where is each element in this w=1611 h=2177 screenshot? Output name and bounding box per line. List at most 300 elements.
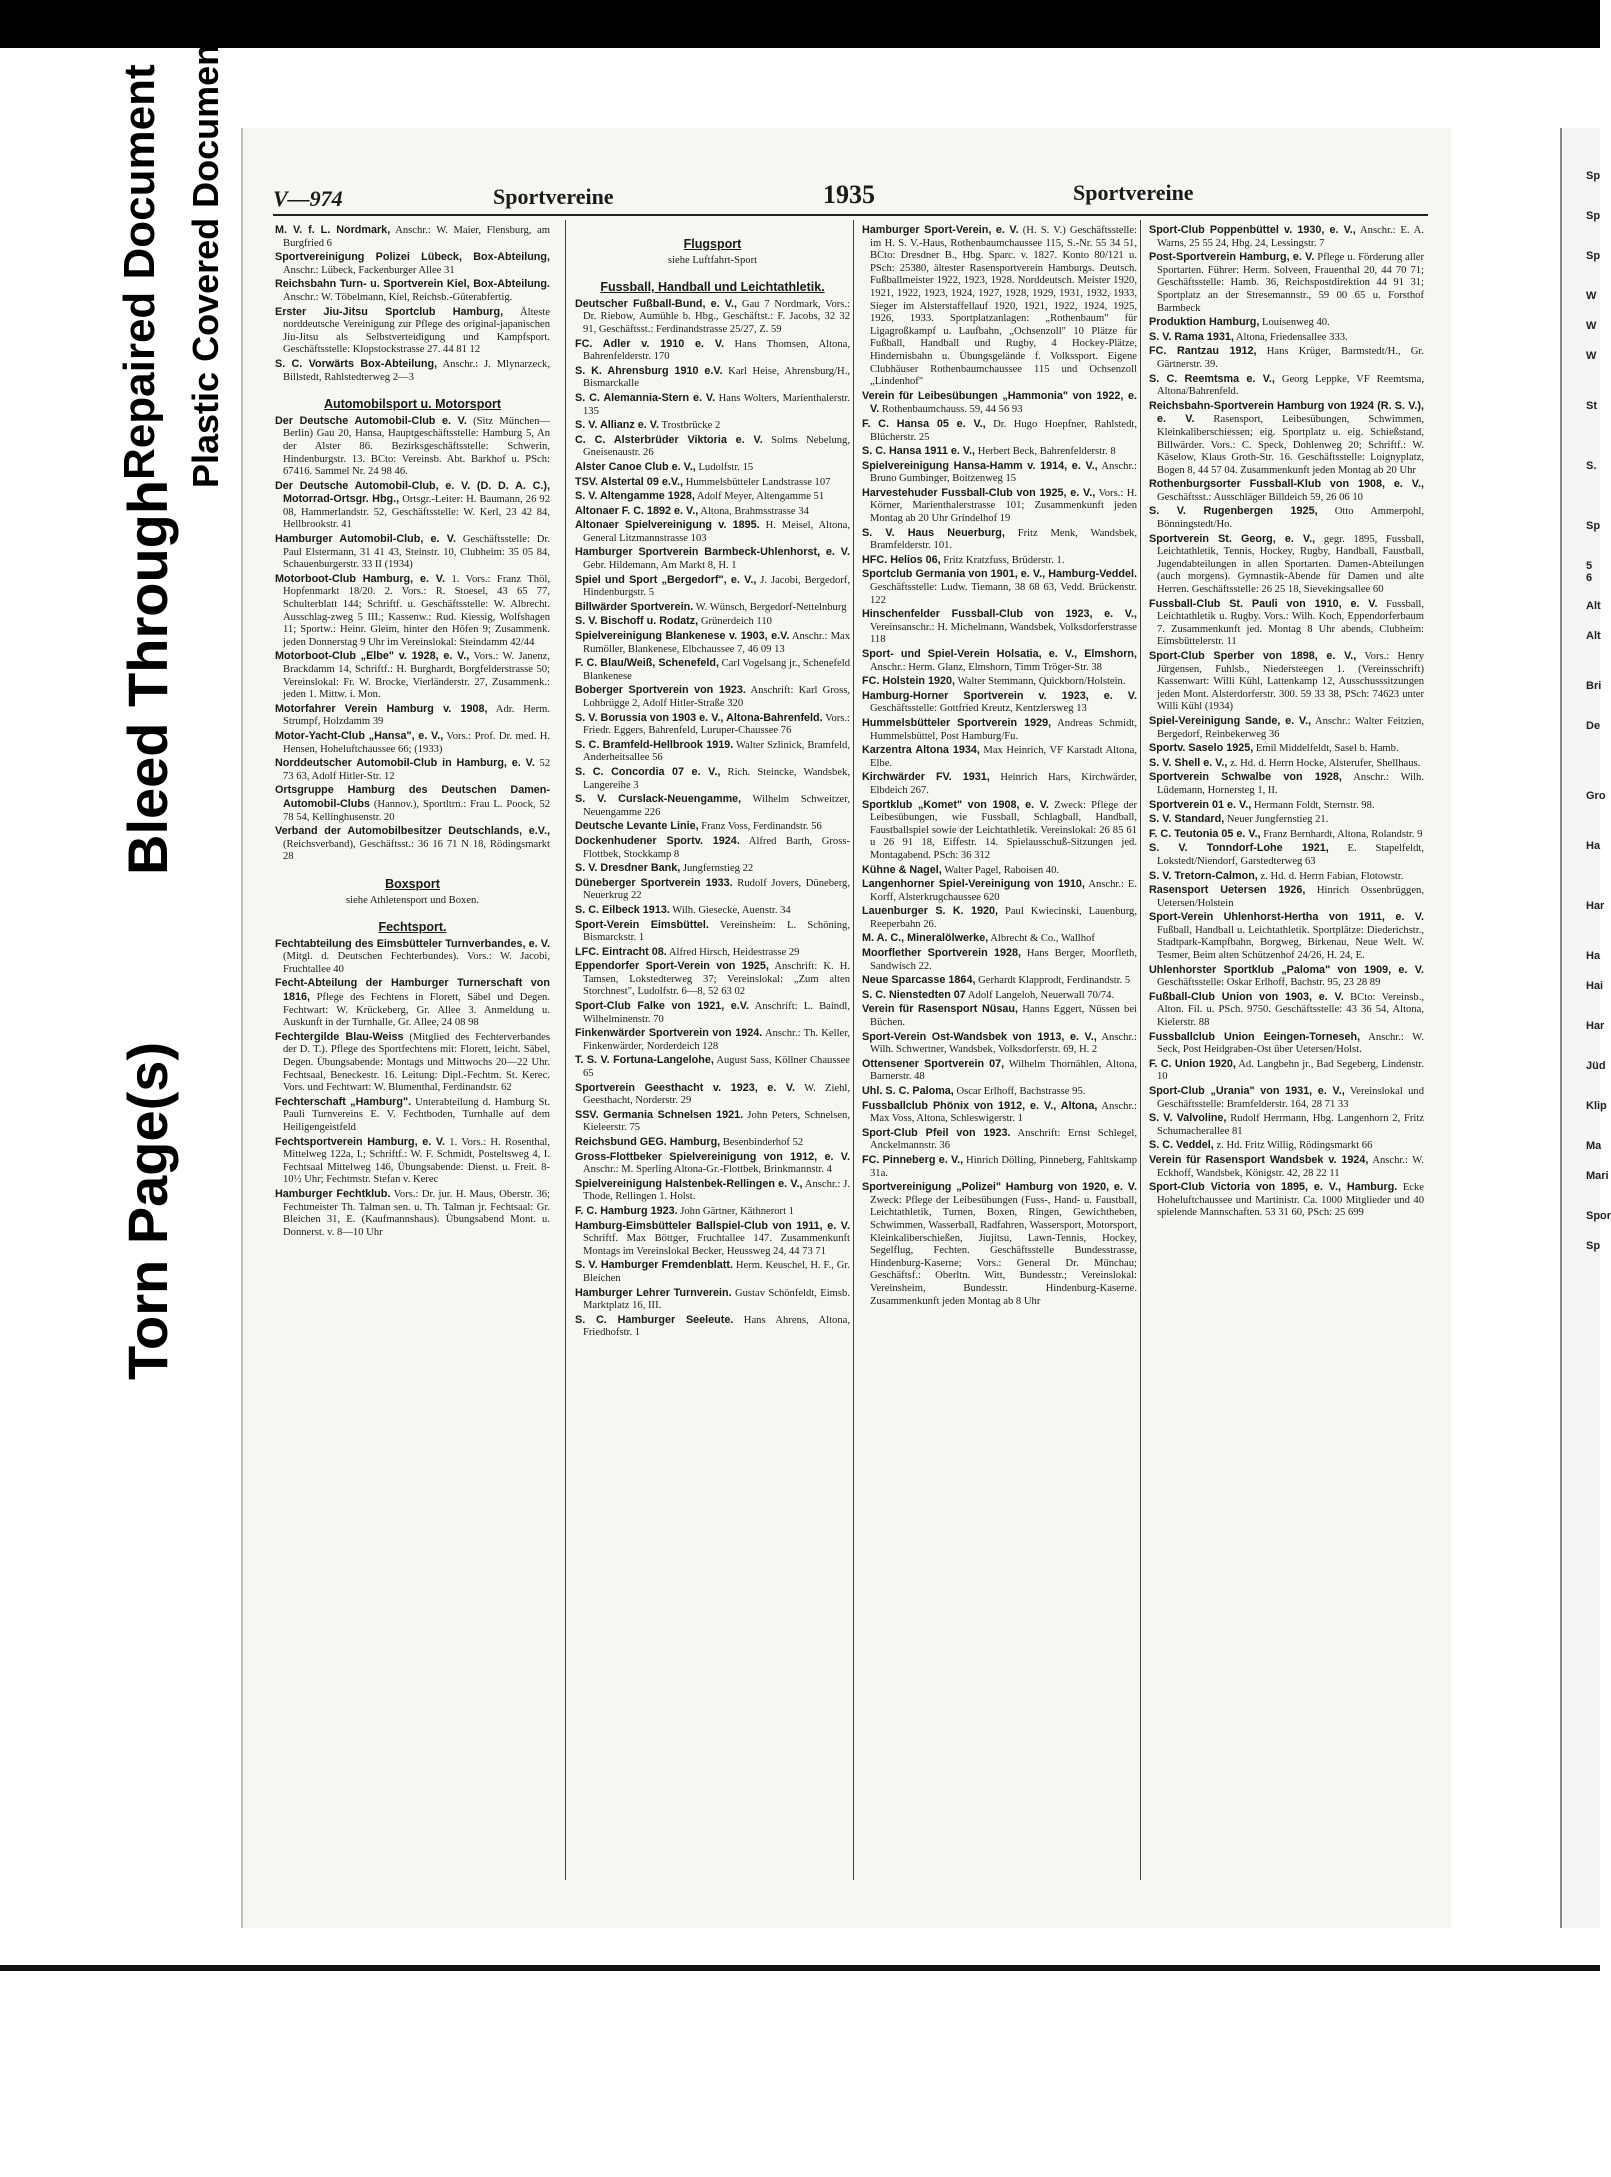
club-entry bbox=[575, 820, 850, 834]
club-name: Verein für Rasensport Wandsbek v. 1924, bbox=[1149, 1153, 1369, 1166]
club-entry bbox=[1149, 828, 1424, 842]
club-name: F. C. Hamburg 1923. bbox=[575, 1204, 678, 1217]
club-details: Rich. Steincke, Wandsbek, Langereihe 3 bbox=[583, 766, 851, 791]
club-details: Anschr.: Herm. Glanz, Elmshorn, Timm Tröger-Str. 38 bbox=[870, 661, 1102, 673]
club-name: Ortsgruppe Hamburg des Deutschen Damen-Automobil-Clubs bbox=[275, 784, 550, 810]
club-details: (Mitglied des Fechterverbandes der D. T.). Pflege des Sportfechtens mit: Florett, leicht. Säbel, Degen. Übungsabende: Montags und Mittwochs 20—22 Uhr. Fechtsaal, Beneckestr. 16. Leitung: Dipl.-Fechtm. St. Kerec. Vors. und Fechtwart: W. Blumenthal, Ferdinandstr. 62 bbox=[283, 1031, 550, 1094]
club-name: F. C. Blau/Weiß, Schenefeld, bbox=[575, 657, 719, 670]
club-entry bbox=[862, 974, 1137, 988]
club-name: HFC. Helios 06, bbox=[862, 553, 941, 566]
club-entry bbox=[275, 306, 550, 357]
club-details: Vors.: Dr. jur. H. Maus, Oberstr. 36; Fechtmeister Th. Talman sen. u. Th. Talman jr. Fechtsaal: Gr. Bleichen 31, E. (Kaufmannshaus). Übungsabend Mont. u. Donnerst. v. 8—10 Uhr bbox=[283, 1188, 550, 1238]
club-details: Anschr.: Walter Feitzien, Bergedorf, Reinbekerweg 36 bbox=[1157, 715, 1424, 740]
club-details: Vors.: H. Körner, Marienthalerstrasse 101; Zusammenkunft jeden Montag ab 20 Uhr Grindelhof 19 bbox=[870, 487, 1138, 525]
adjacent-page-fragment: Jüd bbox=[1586, 1060, 1606, 1072]
club-details: August Sass, Köllner Chaussee 65 bbox=[583, 1055, 850, 1080]
club-name: Norddeutscher Automobil-Club in Hamburg, e. V. bbox=[275, 757, 535, 770]
adjacent-page-fragment: Mari bbox=[1586, 1170, 1609, 1182]
club-name: Spiel und Sport „Bergedorf", e. V., bbox=[575, 573, 757, 586]
club-entry bbox=[862, 418, 1137, 444]
club-details: Wilhelm Thornählen, Altona, Barnerstr. 48 bbox=[870, 1058, 1137, 1083]
club-details: Anschr.: Th. Keller, Finkenwärder, Norderdeich 128 bbox=[583, 1028, 850, 1052]
club-details: z. Hd. Fritz Willig, Rödingsmarkt 66 bbox=[1213, 1140, 1373, 1152]
club-details: Anschr.: Wilh. Lüdemann, Hornersteg 1, II. bbox=[1157, 772, 1424, 796]
club-name: Sportvereinigung Polizei Lübeck, Box-Abteilung, bbox=[275, 251, 550, 264]
club-details: Fussball, Leichtathletik u. Rugby. Vors.: Wilh. Koch, Eppendorferbaum 7. Zusammenkunft jed. Montag 8 Uhr abends, Clubheim: Eimsbüttelerstr. 11 bbox=[1157, 598, 1425, 648]
club-details: Andreas Schmidt, Hummelsbüttel, Post Hamburg/Fu. bbox=[870, 717, 1137, 742]
club-entry bbox=[1149, 331, 1424, 345]
club-entry bbox=[275, 573, 550, 650]
club-name: S. V. Valvoline, bbox=[1149, 1112, 1227, 1125]
club-name: Billwärder Sportverein. bbox=[575, 600, 694, 613]
adjacent-page-fragment: Ma bbox=[1586, 1140, 1602, 1152]
club-name: FC. Rantzau 1912, bbox=[1149, 345, 1257, 358]
club-details: Geschäftsstelle: Ludw. Tiemann, 38 68 63, Vedd. Brückenstr. 122 bbox=[870, 582, 1137, 606]
club-details: Hinrich Dölling, Pinneberg, Fahltskamp 31a. bbox=[870, 1154, 1137, 1179]
club-details: Anschr.: Bruno Gumbinger, Boitzenweg 15 bbox=[870, 460, 1138, 485]
club-entry bbox=[1149, 478, 1424, 504]
club-details: Altona, Friedensallee 333. bbox=[1233, 331, 1348, 343]
repaired-document-warning: Repaired Document bbox=[115, 64, 164, 480]
club-name: Sport-Club Falke von 1921, e.V. bbox=[575, 1000, 750, 1013]
club-name: Sportverein St. Georg, e. V., bbox=[1149, 532, 1316, 545]
club-name: Hummelsbütteler Sportverein 1929, bbox=[862, 716, 1052, 729]
club-name: Deutsche Levante Linie, bbox=[575, 820, 699, 833]
club-details: Franz Bernhardt, Altona, Rolandstr. 9 bbox=[1260, 828, 1423, 840]
adjacent-page-fragment: Sp bbox=[1586, 210, 1601, 222]
club-entry bbox=[575, 298, 850, 337]
club-name: Lauenburger S. K. 1920, bbox=[862, 905, 998, 918]
club-name: Verein für Rasensport Nüsau, bbox=[862, 1003, 1018, 1016]
club-entry bbox=[862, 989, 1137, 1003]
club-entry bbox=[862, 568, 1137, 607]
club-entry bbox=[575, 919, 850, 945]
adjacent-page-fragment: De bbox=[1586, 720, 1601, 732]
club-entry bbox=[862, 878, 1137, 904]
adjacent-page-fragment: St bbox=[1586, 400, 1597, 412]
club-details: Vereinslokal und Geschäftsstelle: Bramfelderstr. 164, 28 71 33 bbox=[1157, 1086, 1424, 1110]
club-entry bbox=[275, 1096, 550, 1135]
club-details: Pflege u. Förderung aller Sportarten. Führer: Herm. Solveen, Frauenthal 20, 44 70 71; Geschäftsstelle: Hamb. 36, Reichspostdirektion 44 91 31; Sportplatz an der Stresemannstr., 59 00 65 u. Forsthof Barmbeck bbox=[1157, 252, 1424, 314]
club-entry bbox=[1149, 598, 1424, 649]
club-name: Hamburger Fechtklub. bbox=[275, 1187, 391, 1200]
club-details: Herm. Keuschel, H. F., Gr. Bleichen bbox=[583, 1260, 850, 1284]
club-name: Rothenburgsorter Fussball-Klub von 1908, e. V., bbox=[1149, 478, 1424, 491]
club-name: S. V. Shell e. V., bbox=[1149, 756, 1228, 769]
club-details: Hanns Eggert, Nüssen bei Büchen. bbox=[870, 1004, 1137, 1029]
text-column-2 bbox=[575, 224, 850, 1884]
adjacent-page-fragment: Sp bbox=[1586, 520, 1601, 532]
club-entry bbox=[575, 960, 850, 999]
adjacent-page-edge bbox=[1560, 128, 1562, 1928]
adjacent-page-fragment: Gro bbox=[1586, 790, 1606, 802]
club-name: Hamburg-Horner Sportverein v. 1923, e. V. bbox=[862, 689, 1137, 702]
club-name: Alster Canoe Club e. V., bbox=[575, 460, 696, 473]
club-details: Wilh. Giesecke, Auenstr. 34 bbox=[669, 904, 791, 916]
club-name: S. V. Allianz e. V. bbox=[575, 419, 660, 432]
club-entry bbox=[275, 977, 550, 1029]
club-details: Vereinsanschr.: H. Michelmann, Wandsbek, Volksdorferstrasse 118 bbox=[870, 621, 1137, 646]
club-entry bbox=[862, 947, 1137, 973]
club-entry bbox=[1149, 715, 1424, 741]
page-header bbox=[243, 128, 1451, 211]
adjacent-page-fragment: Alt bbox=[1586, 630, 1601, 642]
club-details: z. Hd. d. Herrn Fabian, Flotowstr. bbox=[1257, 870, 1404, 882]
club-name: S. V. Rugenbergen 1925, bbox=[1149, 505, 1318, 518]
club-name: Motorboot-Club „Elbe" v. 1928, e. V., bbox=[275, 650, 470, 663]
club-details: Anschr.: W. Seck, Post Heidgraben-Ost über Uetersen/Holst. bbox=[1157, 1031, 1424, 1056]
club-entry bbox=[1149, 1154, 1424, 1180]
club-details: Emil Middelfeldt, Sasel b. Hamb. bbox=[1253, 743, 1399, 755]
club-details: Ludolfstr. 15 bbox=[695, 461, 754, 473]
club-details: Schriftf. Max Böttger, Fruchtallee 147. Zusammenkunft Montags im Vereinslokal Becker, Heussweg 24, 44 73 71 bbox=[583, 1233, 850, 1257]
adjacent-page-fragment: Bri bbox=[1586, 680, 1602, 692]
club-entry bbox=[1149, 400, 1424, 478]
club-details: Alfred Hirsch, Heidestrasse 29 bbox=[666, 946, 800, 958]
adjacent-page-fragment: Sp bbox=[1586, 1240, 1601, 1252]
club-name: Fecht-Abteilung der Hamburger Turnerschaft von 1816, bbox=[275, 977, 550, 1004]
section-heading: Flugsport bbox=[683, 237, 742, 251]
club-entry bbox=[862, 1100, 1137, 1126]
club-name: Sportv. Saselo 1925, bbox=[1149, 742, 1254, 755]
club-name: Motorboot-Club Hamburg, e. V. bbox=[275, 572, 445, 585]
text-column-3 bbox=[862, 224, 1137, 1884]
club-name: Fußball-Club Union von 1903, e. V. bbox=[1149, 990, 1344, 1003]
club-details: Dr. Hugo Hoepfner, Rahlstedt, Blücherstr. 25 bbox=[870, 418, 1137, 443]
club-name: S. V. Borussia von 1903 e. V., Altona-Bahrenfeld. bbox=[575, 711, 823, 724]
club-name: Spielvereinigung Hansa-Hamm v. 1914, e. V., bbox=[862, 459, 1098, 472]
club-entry bbox=[862, 864, 1137, 878]
section-heading: Fussball, Handball und Leichtathletik. bbox=[600, 280, 825, 295]
club-details: Hans Thomsen, Altona, Bahrenfelderstr. 170 bbox=[583, 338, 851, 363]
club-name: T. S. V. Fortuna-Langelohe, bbox=[575, 1054, 714, 1067]
club-details: Rudolf Jovers, Düneberg, Neuerkrug 22 bbox=[583, 877, 850, 902]
club-entry bbox=[575, 392, 850, 418]
club-details: Anschr.: M. Sperling Altona-Gr.-Flottbek, Brinkmannstr. 4 bbox=[583, 1164, 832, 1176]
club-details: Carl Vogelsang jr., Schenefeld Blankenese bbox=[583, 658, 850, 682]
club-name: Sport-Verein Ost-Wandsbek von 1913, e. V., bbox=[862, 1030, 1097, 1043]
club-name: S. C. Hamburger Seeleute. bbox=[575, 1313, 734, 1326]
club-entry bbox=[1149, 1181, 1424, 1220]
club-details: W. Wünsch, Bergedorf-Nettelnburg bbox=[693, 601, 847, 613]
club-entry bbox=[575, 877, 850, 903]
club-details: John Peters, Schnelsen, Kieleerstr. 75 bbox=[583, 1109, 850, 1134]
club-entry bbox=[862, 744, 1137, 770]
club-entry bbox=[575, 505, 850, 519]
cross-reference: siehe Luftfahrt-Sport bbox=[667, 254, 758, 266]
club-name: Sport-Club Poppenbüttel v. 1930, e. V., bbox=[1149, 224, 1356, 236]
club-details: J. Jacobi, Bergedorf, Hindenburgstr. 5 bbox=[583, 574, 850, 599]
club-name: Spiel-Vereinigung Sande, e. V., bbox=[1149, 714, 1312, 727]
club-entry bbox=[862, 1031, 1137, 1057]
club-details: Heinrich Hars, Kirchwärder, Elbdeich 267. bbox=[870, 772, 1137, 796]
club-name: Motorfahrer Verein Hamburg v. 1908, bbox=[275, 702, 488, 715]
adjacent-page-fragment: W bbox=[1586, 290, 1597, 302]
club-name: Fechtergilde Blau-Weiss bbox=[275, 1030, 404, 1043]
club-details: Anschrift: L. Baindl, Wilhelminenstr. 70 bbox=[583, 1001, 850, 1025]
club-name: S. C. Vorwärts Box-Abteilung, bbox=[275, 357, 438, 370]
club-entry bbox=[1149, 533, 1424, 597]
club-entry bbox=[575, 862, 850, 876]
club-entry bbox=[575, 1082, 850, 1108]
club-details: Fritz Kratzfuss, Brüderstr. 1. bbox=[940, 554, 1065, 566]
club-entry bbox=[1149, 813, 1424, 827]
club-entry bbox=[275, 480, 550, 532]
adjacent-page-fragment: Ha bbox=[1586, 950, 1601, 962]
club-entry bbox=[1149, 1031, 1424, 1057]
club-details: Hans Krüger, Barmstedt/H., Gr. Gärtnerstr. 39. bbox=[1157, 346, 1424, 370]
club-entry bbox=[1149, 757, 1424, 771]
club-name: M. V. f. L. Nordmark, bbox=[275, 224, 391, 236]
club-details: z. Hd. d. Herrn Hocke, Alsterufer, Shellhaus. bbox=[1227, 757, 1421, 769]
club-entry bbox=[575, 1314, 850, 1340]
club-entry bbox=[275, 825, 550, 864]
club-details: Alfred Barth, Gross-Flottbek, Stockkamp 8 bbox=[583, 835, 850, 860]
club-details: Älteste norddeutsche Vereinigung zur Pflege des original-japanischen Jiu-Jitsu als Selbstverteidigung und Kampfsport. Geschäftsstelle: Klopstockstrasse 27. 44 81 12 bbox=[283, 306, 550, 356]
club-name: S. V. Haus Neuerburg, bbox=[862, 526, 1005, 539]
club-entry bbox=[275, 1188, 550, 1239]
club-entry bbox=[862, 932, 1137, 946]
club-entry bbox=[862, 390, 1137, 417]
club-entry bbox=[275, 650, 550, 701]
club-name: Sport-Club Victoria von 1895, e. V., Hamburg. bbox=[1149, 1181, 1398, 1194]
club-name: Sport-Club Pfeil von 1923. bbox=[862, 1126, 1011, 1139]
adjacent-page-fragment: 5 6 bbox=[1586, 560, 1593, 584]
adjacent-page-fragment: Har bbox=[1586, 900, 1605, 912]
section-heading: Automobilsport u. Motorsport bbox=[323, 397, 502, 412]
club-name: F. C. Hansa 05 e. V., bbox=[862, 417, 986, 430]
running-title-left: Sportvereine bbox=[493, 184, 614, 209]
club-name: S. C. Eilbeck 1913. bbox=[575, 903, 670, 916]
club-name: S. K. Ahrensburg 1910 e.V. bbox=[575, 364, 723, 377]
club-name: Hamburger Automobil-Club, e. V. bbox=[275, 533, 456, 546]
club-entry bbox=[862, 527, 1137, 553]
club-details: Hans Wolters, Marienthalerstr. 135 bbox=[583, 392, 850, 417]
club-details: Solms Nebelung, Gneisenaustr. 26 bbox=[583, 434, 850, 459]
club-details: Vereinsheim: L. Schöning, Bismarckstr. 1 bbox=[583, 919, 850, 944]
text-column-4 bbox=[1149, 224, 1424, 1884]
club-details: Louisenweg 40. bbox=[1259, 317, 1330, 329]
club-details: (Reichsverband), Geschäftsst.: 36 16 71 N 18, Rödingsmarkt 28 bbox=[283, 838, 550, 863]
club-details: Gustav Schönfeldt, Eimsb. Marktplatz 16, III. bbox=[583, 1287, 850, 1312]
club-entry bbox=[275, 251, 550, 277]
torn-page-warning: Torn Page(s) bbox=[116, 1041, 179, 1380]
club-details: Walter Stemmann, Quickborn/Holstein. bbox=[955, 676, 1126, 688]
club-entry bbox=[1149, 911, 1424, 962]
club-name: Kirchwärder FV. 1931, bbox=[862, 771, 990, 784]
adjacent-page-fragment: S. bbox=[1586, 460, 1597, 472]
club-details: Ortsgr.-Leiter: H. Baumann, 26 92 08, Hammerlandstr. 52, Geschäftsstelle: W. Kerl, 23 42 84, Hellbrookstr. 41 bbox=[283, 494, 550, 531]
club-name: Produktion Hamburg, bbox=[1149, 316, 1260, 329]
adjacent-page-fragment: Spor bbox=[1586, 1210, 1611, 1222]
club-name: Hamburg-Eimsbütteler Ballspiel-Club von 1911, e. V. bbox=[575, 1219, 850, 1232]
club-entry bbox=[862, 717, 1137, 743]
adjacent-page-fragment: Har bbox=[1586, 1020, 1605, 1032]
club-details: Anschrift: K. H. Tamsen, Lokstedterweg 37; Vereinslokal: „Zum alten Storchnest", Ludolfstr. 6—8, 52 63 02 bbox=[583, 961, 850, 998]
club-entry bbox=[1149, 505, 1424, 531]
club-name: Finkenwärder Sportverein von 1924. bbox=[575, 1027, 763, 1040]
club-details: Altona, Brahmsstrasse 34 bbox=[698, 505, 809, 517]
club-name: Hamburger Sport-Verein, e. V. bbox=[862, 224, 1019, 236]
club-entry bbox=[575, 476, 850, 490]
club-entry bbox=[575, 490, 850, 504]
club-name: Ottensener Sportverein 07, bbox=[862, 1057, 1005, 1070]
club-entry bbox=[275, 278, 550, 304]
club-name: F. C. Union 1920, bbox=[1149, 1057, 1236, 1070]
club-name: Uhlenhorster Sportklub „Paloma" von 1909, e. V. bbox=[1149, 963, 1424, 976]
club-entry bbox=[862, 487, 1137, 526]
column-divider bbox=[1140, 220, 1141, 1880]
club-name: Fechtsportverein Hamburg, e. V. bbox=[275, 1135, 446, 1148]
club-entry bbox=[862, 460, 1137, 486]
club-details: Hans Ahrens, Altona, Friedhofstr. 1 bbox=[583, 1314, 850, 1339]
column-divider bbox=[853, 220, 854, 1880]
club-name: Sport- und Spiel-Verein Holsatia, e. V., Elmshorn, bbox=[862, 648, 1137, 660]
club-name: Verband der Automobilbesitzer Deutschlands, e.V., bbox=[275, 825, 550, 838]
club-entry bbox=[1149, 771, 1424, 797]
club-name: Sportverein Geesthacht v. 1923, e. V. bbox=[575, 1081, 796, 1094]
club-details: Max Heinrich, VF Karstadt Altona, Elbe. bbox=[870, 745, 1137, 769]
club-details: Hans Berger, Moorfleth, Sandwisch 22. bbox=[870, 948, 1137, 972]
club-details: Geschäftsstelle: Dr. Paul Elstermann, 31 41 43, Steinstr. 10, Clubheim: 35 05 84, Schauenburgerstr. 33 II (1934) bbox=[283, 534, 550, 571]
club-entry bbox=[575, 657, 850, 683]
club-name: Sportklub „Komet" von 1908, e. V. bbox=[862, 798, 1049, 811]
club-name: Kühne & Nagel, bbox=[862, 863, 942, 876]
bleed-through-warning: Bleed Through bbox=[116, 479, 179, 875]
club-name: S. V. Tonndorf-Lohe 1921, bbox=[1149, 842, 1329, 855]
club-details: Anschr.: Wilh. Schwertner, Wandsbek, Volksdorferstr. 69, H. 2 bbox=[870, 1031, 1138, 1056]
club-details: Anschr.: Lübeck, Fackenburger Allee 31 bbox=[283, 264, 455, 276]
club-entry bbox=[1149, 251, 1424, 315]
club-details: Anschr.: W. Maier, Flensburg, am Burgfried 6 bbox=[283, 225, 550, 249]
club-name: Reichsbahn Turn- u. Sportverein Kiel, Box-Abteilung. bbox=[275, 278, 550, 291]
club-entry bbox=[1149, 991, 1424, 1030]
club-name: Sportvereinigung „Polizei" Hamburg von 1920, e. V. bbox=[862, 1181, 1137, 1194]
club-entry bbox=[575, 766, 850, 792]
club-name: Sportclub Germania von 1901, e. V., Hamburg-Veddel. bbox=[862, 568, 1137, 581]
club-name: Reichsbahn-Sportverein Hamburg von 1924 (R. S. V.), e. V. bbox=[1149, 399, 1424, 426]
club-details: Otto Ammerpohl, Bönningstedt/Ho. bbox=[1157, 506, 1425, 531]
club-details: E. Stapelfeldt, Lokstedt/Niendorf, Garstedterweg 63 bbox=[1157, 843, 1424, 867]
club-name: Fechterschaft „Hamburg". bbox=[275, 1095, 412, 1108]
club-name: S. C. Hansa 1911 e. V., bbox=[862, 445, 976, 458]
adjacent-page-fragment: Hai bbox=[1586, 980, 1604, 992]
club-details: Jungfernstieg 22 bbox=[680, 863, 754, 875]
club-details: Anschr.: Max Rumöller, Blankenese, Elbchaussee 7, 46 09 13 bbox=[583, 631, 850, 655]
club-entry bbox=[862, 554, 1137, 568]
club-name: Düneberger Sportverein 1933. bbox=[575, 876, 733, 889]
club-details: Herbert Beck, Bahrenfelderstr. 8 bbox=[975, 446, 1116, 458]
club-details: Trostbrücke 2 bbox=[659, 420, 721, 432]
club-details: Vors.: Friedr. Eggers, Bahrenfeld, Luruper-Chaussee 76 bbox=[583, 712, 850, 737]
club-entry bbox=[1149, 316, 1424, 330]
club-entry bbox=[275, 757, 550, 783]
adjacent-page-fragment: Sp bbox=[1586, 170, 1601, 182]
club-details: Vors.: Prof. Dr. med. H. Hensen, Hoheluftchaussee 66; (1933) bbox=[283, 730, 550, 755]
club-details: Gau 7 Nordmark, Vors.: Dr. Riebow, Aumühle b. Hbg., Geschäftst.: F. Jacobs, 32 32 91, Geschäftsst.: Ferdinandstrasse 25/27, Z. 59 bbox=[583, 298, 850, 335]
club-details: BCto: Vereinsb., Alton. Fil. u. PSch. 9750. Geschäftsstelle: 43 36 54, Altona, Kielerstr. 88 bbox=[1157, 991, 1424, 1029]
club-details: Ad. Langbehn jr., Bad Segeberg, Lindenstr. 10 bbox=[1157, 1058, 1425, 1083]
club-entry bbox=[862, 648, 1137, 674]
club-details: Pflege des Fechtens in Florett, Säbel und Degen. Fechtwart: W. Krückeberg, Gr. Allee 3. Anmeldung u. Auskunft in der Turnhalle, Gr. Allee, 24 08 98 bbox=[283, 992, 550, 1029]
club-name: Hamburger Lehrer Turnverein. bbox=[575, 1286, 732, 1299]
club-name: Langenhorner Spiel-Vereinigung von 1910, bbox=[862, 878, 1085, 891]
club-details: Anschrift: Karl Gross, Lohbrügge 2, Adolf Hitler-Straße 320 bbox=[583, 685, 850, 709]
text-column-1 bbox=[275, 224, 550, 1884]
club-name: Erster Jiu-Jitsu Sportclub Hamburg, bbox=[275, 305, 504, 318]
club-details: Anschr.: E. Korff, Alsterkrugchaussee 620 bbox=[870, 879, 1137, 903]
club-details: Albrecht & Co., Wallhof bbox=[988, 933, 1095, 945]
adjacent-page-fragment: Alt bbox=[1586, 600, 1601, 612]
club-details: Oscar Erlhoff, Bachstrasse 95. bbox=[953, 1086, 1086, 1097]
club-details: H. Meisel, Altona, General Litzmannstrasse 103 bbox=[583, 520, 850, 544]
club-entry bbox=[862, 224, 1137, 389]
club-entry bbox=[275, 1031, 550, 1095]
club-entry bbox=[862, 1003, 1137, 1029]
club-entry bbox=[575, 630, 850, 656]
club-name: Fussball-Club St. Pauli von 1910, e. V. bbox=[1149, 597, 1378, 610]
club-name: Fechtabteilung des Eimsbütteler Turnverbandes, e. V. bbox=[275, 937, 550, 950]
club-details: Vors.: W. Janenz, Brackdamm 14, Schriftf.: H. Burghardt, Borgfelderstrasse 50; Vereinslokal: Fr. W. Brocke, Vierländerstr. 27, Zusammenk.: jeden 1. Mittw. i. Mon. bbox=[283, 651, 551, 701]
club-name: Sportverein Schwalbe von 1928, bbox=[1149, 771, 1342, 784]
club-name: Reichsbund GEG. Hamburg, bbox=[575, 1136, 721, 1148]
club-entry bbox=[575, 461, 850, 475]
club-details: Rasensport, Leibesübungen, Schwimmen, Kleinkaliberschiessen; eig. Sportplatz u. eig. Schießstand, Billwärder. Vors.: C. Speck, Dohlenweg 20; Schriftf.: W. Käselow, Klaus Groth-Str. 16. Geschäftsstelle: Loignyplatz, Bogen 8, 44 57 04. Zusammenkunft jeden Montag ab 20 Uhr bbox=[1157, 414, 1424, 476]
club-name: Sport-Club Sperber von 1898, e. V., bbox=[1149, 650, 1357, 662]
club-entry bbox=[575, 1178, 850, 1204]
club-name: FC. Holstein 1920, bbox=[862, 675, 956, 688]
club-name: Motor-Yacht-Club „Hansa", e. V., bbox=[275, 729, 444, 742]
club-details: Gerhardt Klapprodt, Ferdinandstr. 5 bbox=[975, 975, 1131, 987]
club-name: Altonaer Spielvereinigung v. 1895. bbox=[575, 519, 760, 532]
club-details: 1. Vors.: Franz Thöl, Hopfenmarkt 18/20. 2. Vors.: R. Stoesel, 43 65 77, Schulterblatt 144; Schriftf. u. Geschäftsstelle: W. Albrecht. Ausschlag-zweg 5 III.; Kassenw.: Rud. Kiessig, Wolfshagen 11; Sportw.: Heinr. Gleim, hinter den Höfen 9; Zusammenk. jeden Donnerstag 9 Uhr im Vereinslokal: Steindamm 42/44 bbox=[283, 573, 550, 648]
club-name: S. C. Reemtsma e. V., bbox=[1149, 372, 1275, 385]
club-details: Adr. Herm. Strumpf, Holzdamm 39 bbox=[283, 703, 550, 728]
club-entry bbox=[275, 703, 550, 729]
club-name: Fussballclub Phönix von 1912, e. V., Altona, bbox=[862, 1099, 1098, 1112]
club-entry bbox=[862, 445, 1137, 459]
club-entry bbox=[862, 799, 1137, 863]
club-name: Harvestehuder Fussball-Club von 1925, e. V., bbox=[862, 486, 1096, 499]
scanner-border-top bbox=[0, 0, 1600, 48]
club-details: Ecke Hoheluftchaussee und Martinistr. Ca. 1000 Mitglieder und 40 spielende Mannschaften. 53 31 60, PSch: 25 699 bbox=[1157, 1182, 1424, 1219]
adjacent-page-fragment: Klip bbox=[1586, 1100, 1607, 1112]
club-details: (Sitz München—Berlin) Gau 20, Hansa, Hauptgeschäftsstelle: Hamburg 5, An der Alster 86. Bezirksgeschäftsstelle: Schwerin, Hindenburgstr. 13. BCto: Vereinsb. Abt. Barkhof u. PSch: 67416. Sammel Nr. 24 98 46. bbox=[283, 415, 550, 478]
year-heading: 1935 bbox=[823, 180, 875, 209]
club-name: S. V. Rama 1931, bbox=[1149, 330, 1234, 343]
club-details: Walter Pagel, Raboisen 40. bbox=[941, 864, 1060, 876]
club-name: S. V. Standard, bbox=[1149, 813, 1225, 826]
club-entry bbox=[1149, 224, 1424, 250]
adjacent-page-fragment: W bbox=[1586, 350, 1597, 362]
club-details: Karl Heise, Ahrensburg/H., Bismarckalle bbox=[583, 365, 850, 390]
club-entry bbox=[575, 615, 850, 629]
scanned-page bbox=[241, 128, 1451, 1928]
club-entry bbox=[862, 1085, 1137, 1099]
club-details: Rothenbaumchauss. 59, 44 56 93 bbox=[879, 404, 1023, 416]
club-details: Anschrift: Ernst Schlegel, Anckelmannstr. 36 bbox=[870, 1127, 1137, 1152]
club-details: Paul Kwiecinski, Lauenburg, Reeperbahn 26. bbox=[870, 906, 1137, 930]
club-entry bbox=[1149, 799, 1424, 813]
club-name: SSV. Germania Schnelsen 1921. bbox=[575, 1108, 744, 1121]
club-name: Gross-Flottbeker Spielvereinigung von 1912, e. V. bbox=[575, 1150, 850, 1163]
club-details: 1. Vors.: H. Rosenthal, Mittelweg 122a, I.; Schriftf.: W. F. Schmidt, Posteltsweg 4, I. Fechtsaal Mittelweg 146, Übungsabende: Dienst. u. Freit. 8-10½ Uhr; Fechtmstr. Stefan v. Kerec bbox=[283, 1136, 550, 1186]
plastic-covered-warning: Plastic Covered Document bbox=[185, 31, 226, 488]
header-rule bbox=[273, 214, 1428, 216]
club-entry bbox=[862, 1154, 1137, 1180]
club-details: Anschr.: W. Eckhoff, Wandsbek, Königstr. 42, 28 22 11 bbox=[1157, 1154, 1424, 1179]
club-details: gegr. 1895, Fussball, Leichtathletik, Tennis, Hockey, Rugby, Handball, Faustball, Jugendabteilungen in allen Sportarten. Damen-Abteilungen (auch morgens). Gymnastik-Abende für Damen und alte Herren. Geschäftsstelle: 26 25 18, Sievekingsallee 60 bbox=[1157, 533, 1424, 596]
